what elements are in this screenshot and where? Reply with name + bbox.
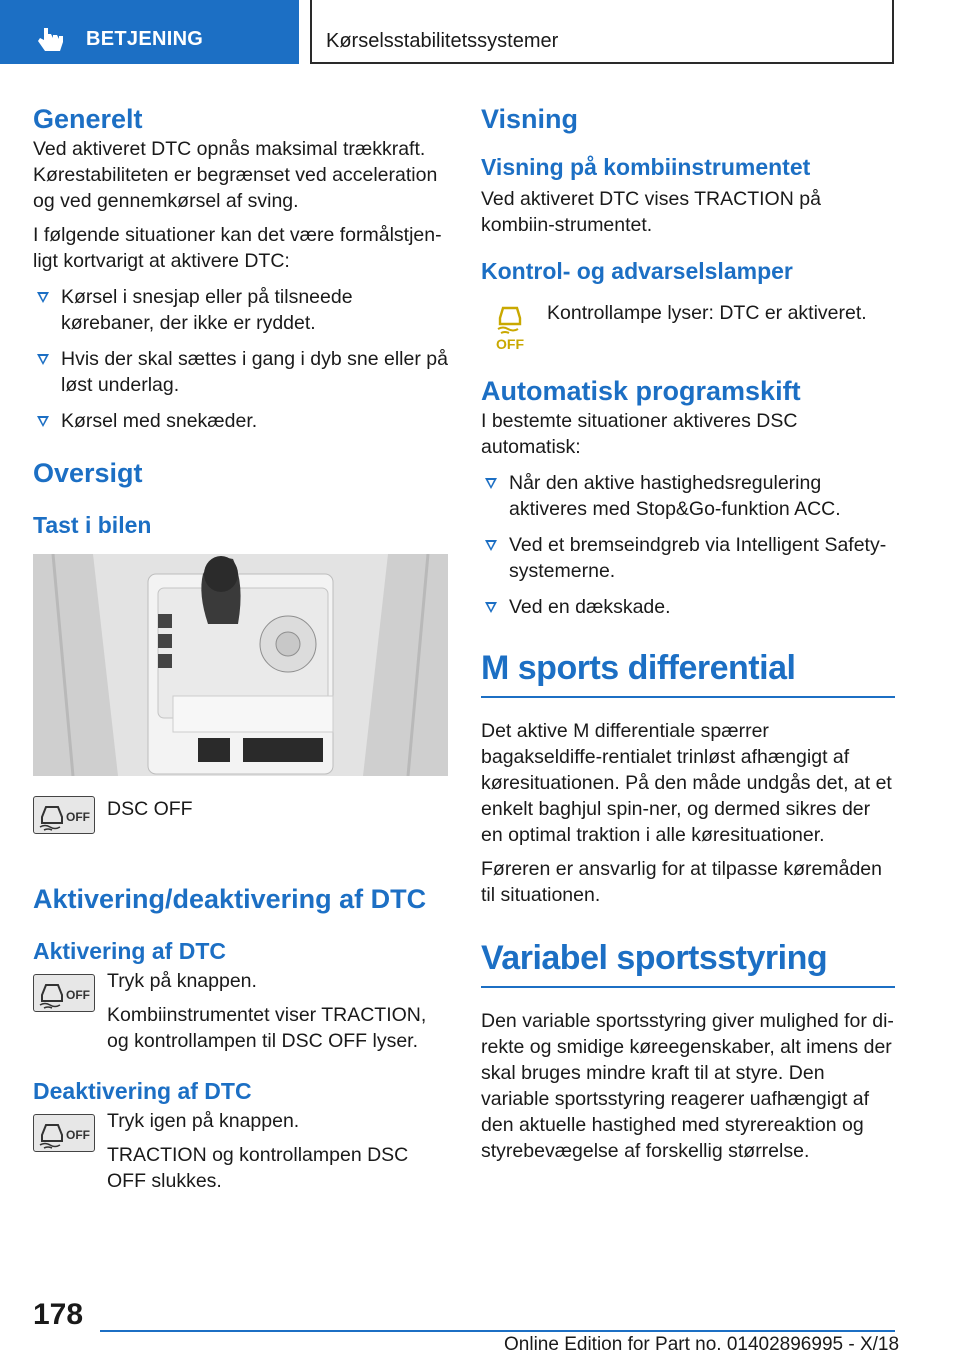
right-column — [481, 96, 895, 1164]
deaktivering-paragraph-2: TRACTION og kontrollampen DSC OFF slukkes. — [107, 1144, 409, 1192]
dsc-off-label: DSC OFF — [107, 798, 193, 820]
list-item: Når den aktive hastighedsregulering aktiveres med Stop&Go-funktion ACC. — [481, 470, 895, 522]
heading-deaktivering: Deaktivering af DTC — [33, 1078, 252, 1104]
triangle-bullet-icon — [37, 292, 49, 303]
heading-kontrol: Kontrol- og advarselslamper — [481, 258, 793, 284]
aktivering-paragraph-2-start: Kombiinstrumentet viser TRACTION, og kontrollampen til DSC OFF lyser. — [107, 1004, 427, 1052]
list-item: Hvis der skal sættes i gang i dyb sne eller på løst underlag. — [33, 346, 448, 398]
kontrol-row — [481, 300, 895, 358]
auto-bullet-list — [481, 470, 895, 620]
deaktivering-paragraph-1: Tryk igen på knappen. — [107, 1110, 300, 1132]
kontrol-paragraph: Kontrollampe lyser: DTC er aktiveret. — [547, 302, 867, 324]
heading-visning-kombi: Visning på kombiinstrumentet — [481, 154, 811, 180]
page-number: 178 — [33, 1298, 84, 1331]
aktivering-paragraph-1: Tryk på knappen. — [107, 970, 257, 992]
section-tab[interactable] — [0, 0, 299, 64]
dsc-off-row — [33, 796, 448, 862]
heading-visning: Visning — [481, 104, 579, 134]
heading-m-sports: M sports differential — [481, 646, 895, 698]
heading-oversigt: Oversigt — [33, 458, 143, 488]
m-sports-paragraph-1: Det aktive M differentiale spærrer bagakseldiffe-rentialet trinløst afhængigt af køresituationen. På den måde undgås det, at et enkelt baghjul spin-ner, og dermed sikres der en optimal traktion i alle køresituationer. — [481, 720, 892, 846]
triangle-bullet-icon — [37, 354, 49, 365]
auto-paragraph: I bestemte situationer aktiveres DSC automatisk: — [481, 410, 798, 458]
hand-pointer-icon — [36, 26, 68, 54]
breadcrumb-label: Kørselsstabilitetssystemer — [326, 30, 559, 52]
visning-kombi-paragraph: Ved aktiveret DTC vises TRACTION på kombiin-strumentet. — [481, 188, 821, 236]
dsc-off-icon — [33, 796, 95, 834]
generelt-paragraph-2: I følgende situationer kan det være formålstjen-ligt kortvarigt at aktivere DTC: — [33, 224, 442, 272]
list-item: Kørsel med snekæder. — [33, 408, 448, 434]
heading-auto: Automatisk programskift — [481, 376, 801, 406]
center-console-photo — [33, 554, 448, 776]
svg-text:OFF: OFF — [496, 336, 524, 352]
generelt-paragraph-1: Ved aktiveret DTC opnås maksimal trækkraft. Kørestabiliteten er begrænset ved acceleration og ved gennemkørsel af sving. — [33, 138, 438, 212]
dsc-off-icon — [33, 1114, 95, 1152]
svg-text:OFF: OFF — [66, 810, 90, 824]
svg-text:OFF: OFF — [66, 988, 90, 1002]
heading-akt-deakt: Aktivering/deaktivering af DTC — [33, 884, 427, 914]
traction-warning-icon — [495, 302, 525, 352]
breadcrumb — [310, 0, 894, 64]
generelt-bullet-list — [33, 284, 448, 434]
heading-generelt: Generelt — [33, 104, 143, 134]
m-sports-paragraph-2: Føreren er ansvarlig for at tilpasse køremåden til situationen. — [481, 858, 882, 906]
left-column — [33, 96, 448, 1194]
triangle-bullet-icon — [37, 416, 49, 427]
footer-divider — [100, 1330, 895, 1332]
dsc-off-icon — [33, 974, 95, 1012]
center-console-illustration — [33, 554, 448, 776]
list-item: Kørsel i snesjap eller på tilsneede kørebaner, der ikke er ryddet. — [33, 284, 448, 336]
triangle-bullet-icon — [485, 478, 497, 489]
heading-variabel: Variabel sportsstyring — [481, 936, 895, 988]
triangle-bullet-icon — [485, 602, 497, 613]
list-item: Ved en dækskade. — [481, 594, 895, 620]
deaktivering-row — [33, 1108, 448, 1194]
list-item: Ved et bremseindgreb via Intelligent Safety-systemerne. — [481, 532, 895, 584]
heading-tast-i-bilen: Tast i bilen — [33, 512, 152, 538]
footer-edition: Online Edition for Part no. 01402896995 - X/18 — [504, 1334, 900, 1355]
aktivering-row — [33, 968, 448, 1054]
heading-aktivering: Aktivering af DTC — [33, 938, 226, 964]
section-tab-label: BETJENING — [86, 28, 204, 50]
variabel-paragraph: Den variable sportsstyring giver mulighed for di-rekte og smidige køreegenskaber, alt imens der skal bruges mindre kraft til at styre. Den variable sportsstyring reagerer uafhængigt af den aktuelle hastighed med styrereaktion og styrebevægelse af forskellig størrelse. — [481, 1010, 894, 1162]
triangle-bullet-icon — [485, 540, 497, 551]
svg-text:OFF: OFF — [66, 1128, 90, 1142]
